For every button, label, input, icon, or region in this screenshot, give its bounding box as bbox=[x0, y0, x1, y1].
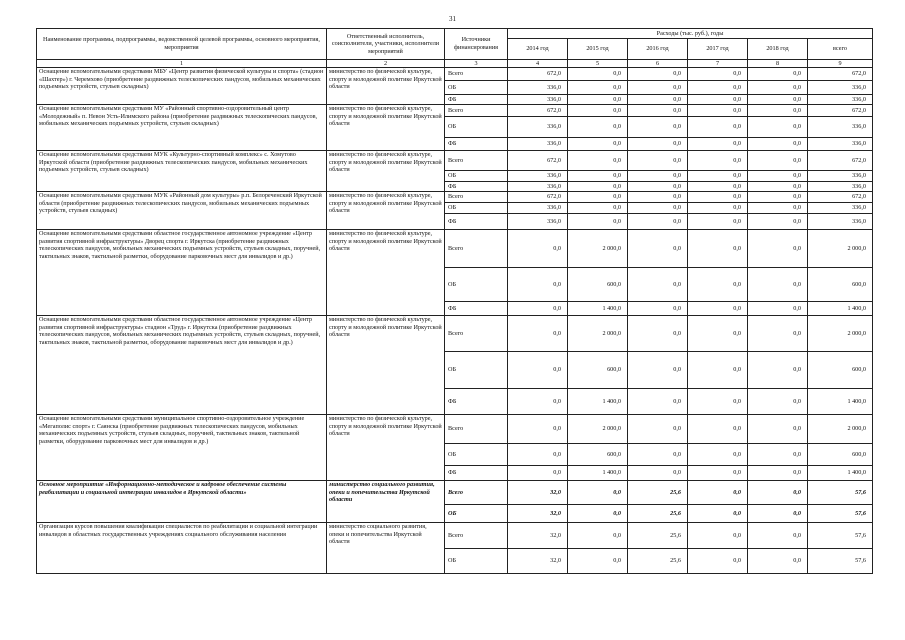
value-total: 336,0 bbox=[808, 182, 873, 192]
value-2018: 0,0 bbox=[748, 203, 808, 214]
value-2018: 0,0 bbox=[748, 352, 808, 389]
header-year-2017: 2017 год bbox=[688, 39, 748, 60]
value-2014: 32,0 bbox=[508, 523, 568, 549]
header-expenses-group: Расходы (тыс. руб.), годы bbox=[508, 29, 873, 39]
value-2016: 0,0 bbox=[628, 389, 688, 415]
table-row bbox=[37, 151, 873, 171]
value-2018: 0,0 bbox=[748, 81, 808, 95]
table-row bbox=[37, 481, 873, 505]
responsible-executor: министерство по физической культуре, спорту и молодежной политике Иркутской области bbox=[327, 151, 445, 192]
activity-name: Основное мероприятие «Информационно-методическое и кадровое обеспечение системы реабилитации и социальной интеграции инвалидов в Иркутской области» bbox=[37, 481, 327, 523]
value-2016: 0,0 bbox=[628, 302, 688, 316]
page-number: 31 bbox=[449, 15, 456, 23]
value-2018: 0,0 bbox=[748, 95, 808, 105]
value-total: 1 400,0 bbox=[808, 302, 873, 316]
value-2016: 0,0 bbox=[628, 352, 688, 389]
value-2018: 0,0 bbox=[748, 138, 808, 151]
column-number: 5 bbox=[568, 60, 628, 68]
value-2018: 0,0 bbox=[748, 214, 808, 230]
responsible-executor: министерство по физической культуре, спорту и молодежной политике Иркутской области bbox=[327, 316, 445, 415]
value-2016: 0,0 bbox=[628, 138, 688, 151]
value-2014: 32,0 bbox=[508, 481, 568, 505]
value-2016: 0,0 bbox=[628, 171, 688, 182]
value-2018: 0,0 bbox=[748, 481, 808, 505]
funding-source: ФБ bbox=[445, 214, 508, 230]
value-total: 336,0 bbox=[808, 117, 873, 138]
funding-source: ОБ bbox=[445, 268, 508, 302]
funding-source: ОБ bbox=[445, 549, 508, 574]
value-2017: 0,0 bbox=[688, 352, 748, 389]
value-total: 1 400,0 bbox=[808, 389, 873, 415]
value-total: 336,0 bbox=[808, 171, 873, 182]
value-2015: 0,0 bbox=[568, 549, 628, 574]
value-2015: 0,0 bbox=[568, 95, 628, 105]
value-2015: 0,0 bbox=[568, 105, 628, 117]
funding-source: ФБ bbox=[445, 302, 508, 316]
value-2016: 0,0 bbox=[628, 214, 688, 230]
activity-name: Оснащение вспомогательными средствами муниципальное спортивно-оздоровительное учреждение «Мегаполис спорт» г. Саянска (приобретение раздвижных телескопических пандусов, мобильных механических подъемных устройств, стульев складных, поручней, тактильных знаков, тактильной разметки, оборудование парковочных мест для инвалидов и др.) bbox=[37, 415, 327, 481]
value-total: 57,6 bbox=[808, 505, 873, 523]
value-total: 672,0 bbox=[808, 68, 873, 81]
value-total: 2 000,0 bbox=[808, 316, 873, 352]
value-2017: 0,0 bbox=[688, 316, 748, 352]
value-2016: 0,0 bbox=[628, 466, 688, 481]
value-2017: 0,0 bbox=[688, 549, 748, 574]
value-2015: 0,0 bbox=[568, 203, 628, 214]
value-2018: 0,0 bbox=[748, 523, 808, 549]
budget-table bbox=[36, 28, 873, 574]
value-2015: 1 400,0 bbox=[568, 302, 628, 316]
table-header bbox=[37, 29, 873, 68]
value-2016: 0,0 bbox=[628, 230, 688, 268]
value-total: 336,0 bbox=[808, 95, 873, 105]
value-2018: 0,0 bbox=[748, 182, 808, 192]
funding-source: ФБ bbox=[445, 182, 508, 192]
value-2017: 0,0 bbox=[688, 95, 748, 105]
value-2016: 0,0 bbox=[628, 415, 688, 444]
funding-source: ФБ bbox=[445, 138, 508, 151]
value-total: 600,0 bbox=[808, 268, 873, 302]
header-year-2015: 2015 год bbox=[568, 39, 628, 60]
funding-source: Всего bbox=[445, 105, 508, 117]
value-2015: 0,0 bbox=[568, 68, 628, 81]
value-2016: 0,0 bbox=[628, 151, 688, 171]
value-2015: 0,0 bbox=[568, 182, 628, 192]
value-total: 57,6 bbox=[808, 523, 873, 549]
value-2017: 0,0 bbox=[688, 444, 748, 466]
value-2018: 0,0 bbox=[748, 68, 808, 81]
column-number: 9 bbox=[808, 60, 873, 68]
value-2016: 0,0 bbox=[628, 95, 688, 105]
value-2016: 0,0 bbox=[628, 105, 688, 117]
value-2014: 336,0 bbox=[508, 171, 568, 182]
column-number: 3 bbox=[445, 60, 508, 68]
header-year-2014: 2014 год bbox=[508, 39, 568, 60]
value-2017: 0,0 bbox=[688, 481, 748, 505]
value-2017: 0,0 bbox=[688, 182, 748, 192]
value-2018: 0,0 bbox=[748, 415, 808, 444]
value-2018: 0,0 bbox=[748, 549, 808, 574]
value-total: 336,0 bbox=[808, 138, 873, 151]
column-number: 8 bbox=[748, 60, 808, 68]
table-row bbox=[37, 105, 873, 117]
value-total: 600,0 bbox=[808, 444, 873, 466]
value-total: 2 000,0 bbox=[808, 415, 873, 444]
responsible-executor: министерство по физической культуре, спорту и молодежной политике Иркутской области bbox=[327, 415, 445, 481]
value-total: 672,0 bbox=[808, 192, 873, 203]
value-2015: 0,0 bbox=[568, 192, 628, 203]
value-2017: 0,0 bbox=[688, 268, 748, 302]
value-2016: 0,0 bbox=[628, 182, 688, 192]
value-2017: 0,0 bbox=[688, 415, 748, 444]
funding-source: ФБ bbox=[445, 389, 508, 415]
value-2014: 672,0 bbox=[508, 68, 568, 81]
value-2014: 336,0 bbox=[508, 182, 568, 192]
value-2017: 0,0 bbox=[688, 138, 748, 151]
activity-name: Оснащение вспомогательными средствами областное государственное автономное учреждение «Центр развития спортивной инфраструктуры» стадион «Труд» г. Иркутска (приобретение раздвижных телескопических пандусов, мобильных механических подъемных устройств, стульев складных, поручней, тактильных знаков, тактильной разметки, оборудование парковочных мест для инвалидов и др.) bbox=[37, 316, 327, 415]
value-2014: 0,0 bbox=[508, 444, 568, 466]
value-2018: 0,0 bbox=[748, 466, 808, 481]
value-2014: 0,0 bbox=[508, 389, 568, 415]
value-2018: 0,0 bbox=[748, 151, 808, 171]
funding-source: ОБ bbox=[445, 203, 508, 214]
value-2016: 0,0 bbox=[628, 117, 688, 138]
value-2017: 0,0 bbox=[688, 117, 748, 138]
value-2014: 0,0 bbox=[508, 302, 568, 316]
value-2017: 0,0 bbox=[688, 192, 748, 203]
value-2014: 32,0 bbox=[508, 549, 568, 574]
activity-name: Организация курсов повышения квалификации специалистов по реабилитации и социальной интеграции инвалидов в областных государственных учреждениях социального обслуживания населения bbox=[37, 523, 327, 574]
value-2015: 2 000,0 bbox=[568, 316, 628, 352]
value-2017: 0,0 bbox=[688, 171, 748, 182]
funding-source: Всего bbox=[445, 192, 508, 203]
funding-source: Всего bbox=[445, 481, 508, 505]
value-2014: 0,0 bbox=[508, 466, 568, 481]
value-2018: 0,0 bbox=[748, 389, 808, 415]
value-total: 336,0 bbox=[808, 203, 873, 214]
funding-source: Всего bbox=[445, 415, 508, 444]
value-2014: 336,0 bbox=[508, 138, 568, 151]
value-2015: 600,0 bbox=[568, 268, 628, 302]
column-number: 7 bbox=[688, 60, 748, 68]
value-2014: 336,0 bbox=[508, 203, 568, 214]
value-2015: 0,0 bbox=[568, 151, 628, 171]
column-number: 1 bbox=[37, 60, 327, 68]
value-total: 1 400,0 bbox=[808, 466, 873, 481]
value-2015: 0,0 bbox=[568, 481, 628, 505]
value-2017: 0,0 bbox=[688, 105, 748, 117]
value-2014: 0,0 bbox=[508, 268, 568, 302]
value-2016: 25,6 bbox=[628, 523, 688, 549]
value-2017: 0,0 bbox=[688, 466, 748, 481]
table-row bbox=[37, 192, 873, 203]
value-2017: 0,0 bbox=[688, 68, 748, 81]
responsible-executor: министерство социального развития, опеки и попечительства Иркутской области bbox=[327, 481, 445, 523]
activity-name: Оснащение вспомогательными средствами областное государственное автономное учреждение «Центр развития спортивной инфраструктуры» Дворец спорта г. Иркутска (приобретение раздвижных телескопических пандусов, мобильных механических подъемных устройств, стульев складных, поручней, тактильных знаков, тактильной разметки, оборудование парковочных мест для инвалидов и др.) bbox=[37, 230, 327, 316]
value-2016: 0,0 bbox=[628, 203, 688, 214]
value-2017: 0,0 bbox=[688, 81, 748, 95]
value-2014: 32,0 bbox=[508, 505, 568, 523]
value-2017: 0,0 bbox=[688, 203, 748, 214]
table-row bbox=[37, 316, 873, 352]
value-2015: 0,0 bbox=[568, 523, 628, 549]
value-2018: 0,0 bbox=[748, 117, 808, 138]
value-2018: 0,0 bbox=[748, 302, 808, 316]
value-2014: 336,0 bbox=[508, 95, 568, 105]
value-2018: 0,0 bbox=[748, 316, 808, 352]
table-row bbox=[37, 68, 873, 81]
value-2015: 2 000,0 bbox=[568, 230, 628, 268]
value-2016: 25,6 bbox=[628, 549, 688, 574]
value-2016: 0,0 bbox=[628, 192, 688, 203]
funding-source: Всего bbox=[445, 523, 508, 549]
value-2014: 0,0 bbox=[508, 230, 568, 268]
value-2017: 0,0 bbox=[688, 230, 748, 268]
table-row bbox=[37, 523, 873, 549]
funding-source: Всего bbox=[445, 151, 508, 171]
header-name-column: Наименование программы, подпрограммы, ведомственной целевой программы, основного мероприятия, мероприятия bbox=[37, 29, 327, 60]
value-2018: 0,0 bbox=[748, 230, 808, 268]
value-2015: 600,0 bbox=[568, 352, 628, 389]
value-2018: 0,0 bbox=[748, 171, 808, 182]
table-body bbox=[37, 68, 873, 574]
value-2014: 336,0 bbox=[508, 214, 568, 230]
value-2015: 1 400,0 bbox=[568, 389, 628, 415]
header-total: всего bbox=[808, 39, 873, 60]
responsible-executor: министерство по физической культуре, спорту и молодежной политике Иркутской области bbox=[327, 105, 445, 151]
funding-source: ОБ bbox=[445, 444, 508, 466]
funding-source: Всего bbox=[445, 230, 508, 268]
value-total: 672,0 bbox=[808, 105, 873, 117]
funding-source: Всего bbox=[445, 68, 508, 81]
activity-name: Оснащение вспомогательными средствами МУК «Районный дом культуры» р.п. Белореченский Иркутской области (приобретение раздвижных телескопических пандусов, мобильных механических подъемных устройств, стульев складных) bbox=[37, 192, 327, 230]
value-2016: 0,0 bbox=[628, 268, 688, 302]
value-2016: 0,0 bbox=[628, 444, 688, 466]
value-2017: 0,0 bbox=[688, 214, 748, 230]
funding-source: ФБ bbox=[445, 95, 508, 105]
value-2014: 672,0 bbox=[508, 192, 568, 203]
value-total: 600,0 bbox=[808, 352, 873, 389]
header-year-2018: 2018 год bbox=[748, 39, 808, 60]
value-2017: 0,0 bbox=[688, 151, 748, 171]
value-2017: 0,0 bbox=[688, 505, 748, 523]
value-total: 336,0 bbox=[808, 214, 873, 230]
value-2015: 0,0 bbox=[568, 138, 628, 151]
value-2015: 0,0 bbox=[568, 214, 628, 230]
value-total: 57,6 bbox=[808, 481, 873, 505]
value-total: 672,0 bbox=[808, 151, 873, 171]
value-2014: 336,0 bbox=[508, 117, 568, 138]
responsible-executor: министерство социального развития, опеки и попечительства Иркутской области bbox=[327, 523, 445, 574]
value-2015: 600,0 bbox=[568, 444, 628, 466]
value-2016: 0,0 bbox=[628, 81, 688, 95]
value-total: 336,0 bbox=[808, 81, 873, 95]
value-2018: 0,0 bbox=[748, 268, 808, 302]
value-2014: 0,0 bbox=[508, 415, 568, 444]
activity-name: Оснащение вспомогательными средствами МУ «Районный спортивно-оздоровительный центр «Молодежный» п. Невон Усть-Илимского района (приобретение раздвижных телескопических пандусов, мобильных механических подъемных устройств, стульев складных) bbox=[37, 105, 327, 151]
funding-source: ОБ bbox=[445, 171, 508, 182]
funding-source: ОБ bbox=[445, 81, 508, 95]
value-2014: 672,0 bbox=[508, 151, 568, 171]
value-2016: 0,0 bbox=[628, 316, 688, 352]
header-executor-column: Ответственный исполнитель, соисполнители, участники, исполнители мероприятий bbox=[327, 29, 445, 60]
value-2018: 0,0 bbox=[748, 192, 808, 203]
value-2016: 0,0 bbox=[628, 68, 688, 81]
value-2018: 0,0 bbox=[748, 505, 808, 523]
activity-name: Оснащение вспомогательными средствами МБУ «Центр развития физической культуры и спорта» (стадион «Шахтер») г. Черемхово (приобретение раздвижных телескопических пандусов, мобильных механических подъемных устройств, стульев складных) bbox=[37, 68, 327, 105]
value-2015: 0,0 bbox=[568, 81, 628, 95]
table-row bbox=[37, 230, 873, 268]
funding-source: ОБ bbox=[445, 352, 508, 389]
value-2015: 1 400,0 bbox=[568, 466, 628, 481]
funding-source: Всего bbox=[445, 316, 508, 352]
funding-source: ОБ bbox=[445, 117, 508, 138]
value-2017: 0,0 bbox=[688, 302, 748, 316]
funding-source: ФБ bbox=[445, 466, 508, 481]
header-year-2016: 2016 год bbox=[628, 39, 688, 60]
funding-source: ОБ bbox=[445, 505, 508, 523]
value-2014: 0,0 bbox=[508, 352, 568, 389]
column-number: 2 bbox=[327, 60, 445, 68]
value-2015: 0,0 bbox=[568, 117, 628, 138]
responsible-executor: министерство по физической культуре, спорту и молодежной политике Иркутской области bbox=[327, 192, 445, 230]
value-2017: 0,0 bbox=[688, 523, 748, 549]
value-2018: 0,0 bbox=[748, 444, 808, 466]
responsible-executor: министерство по физической культуре, спорту и молодежной политике Иркутской области bbox=[327, 230, 445, 316]
table-row bbox=[37, 415, 873, 444]
value-2016: 25,6 bbox=[628, 481, 688, 505]
value-2014: 672,0 bbox=[508, 105, 568, 117]
value-2016: 25,6 bbox=[628, 505, 688, 523]
value-total: 2 000,0 bbox=[808, 230, 873, 268]
column-number: 4 bbox=[508, 60, 568, 68]
value-2017: 0,0 bbox=[688, 389, 748, 415]
value-2015: 0,0 bbox=[568, 171, 628, 182]
header-source-column: Источники финансирования bbox=[445, 29, 508, 60]
value-2015: 2 000,0 bbox=[568, 415, 628, 444]
column-number: 6 bbox=[628, 60, 688, 68]
value-2014: 336,0 bbox=[508, 81, 568, 95]
value-2015: 0,0 bbox=[568, 505, 628, 523]
value-total: 57,6 bbox=[808, 549, 873, 574]
responsible-executor: министерство по физической культуре, спорту и молодежной политике Иркутской области bbox=[327, 68, 445, 105]
value-2014: 0,0 bbox=[508, 316, 568, 352]
activity-name: Оснащение вспомогательными средствами МУК «Культурно-спортивный комплекс» с. Хомутово Иркутской области (приобретение раздвижных телескопических пандусов, мобильных механических подъемных устройств, стульев складных) bbox=[37, 151, 327, 192]
value-2018: 0,0 bbox=[748, 105, 808, 117]
